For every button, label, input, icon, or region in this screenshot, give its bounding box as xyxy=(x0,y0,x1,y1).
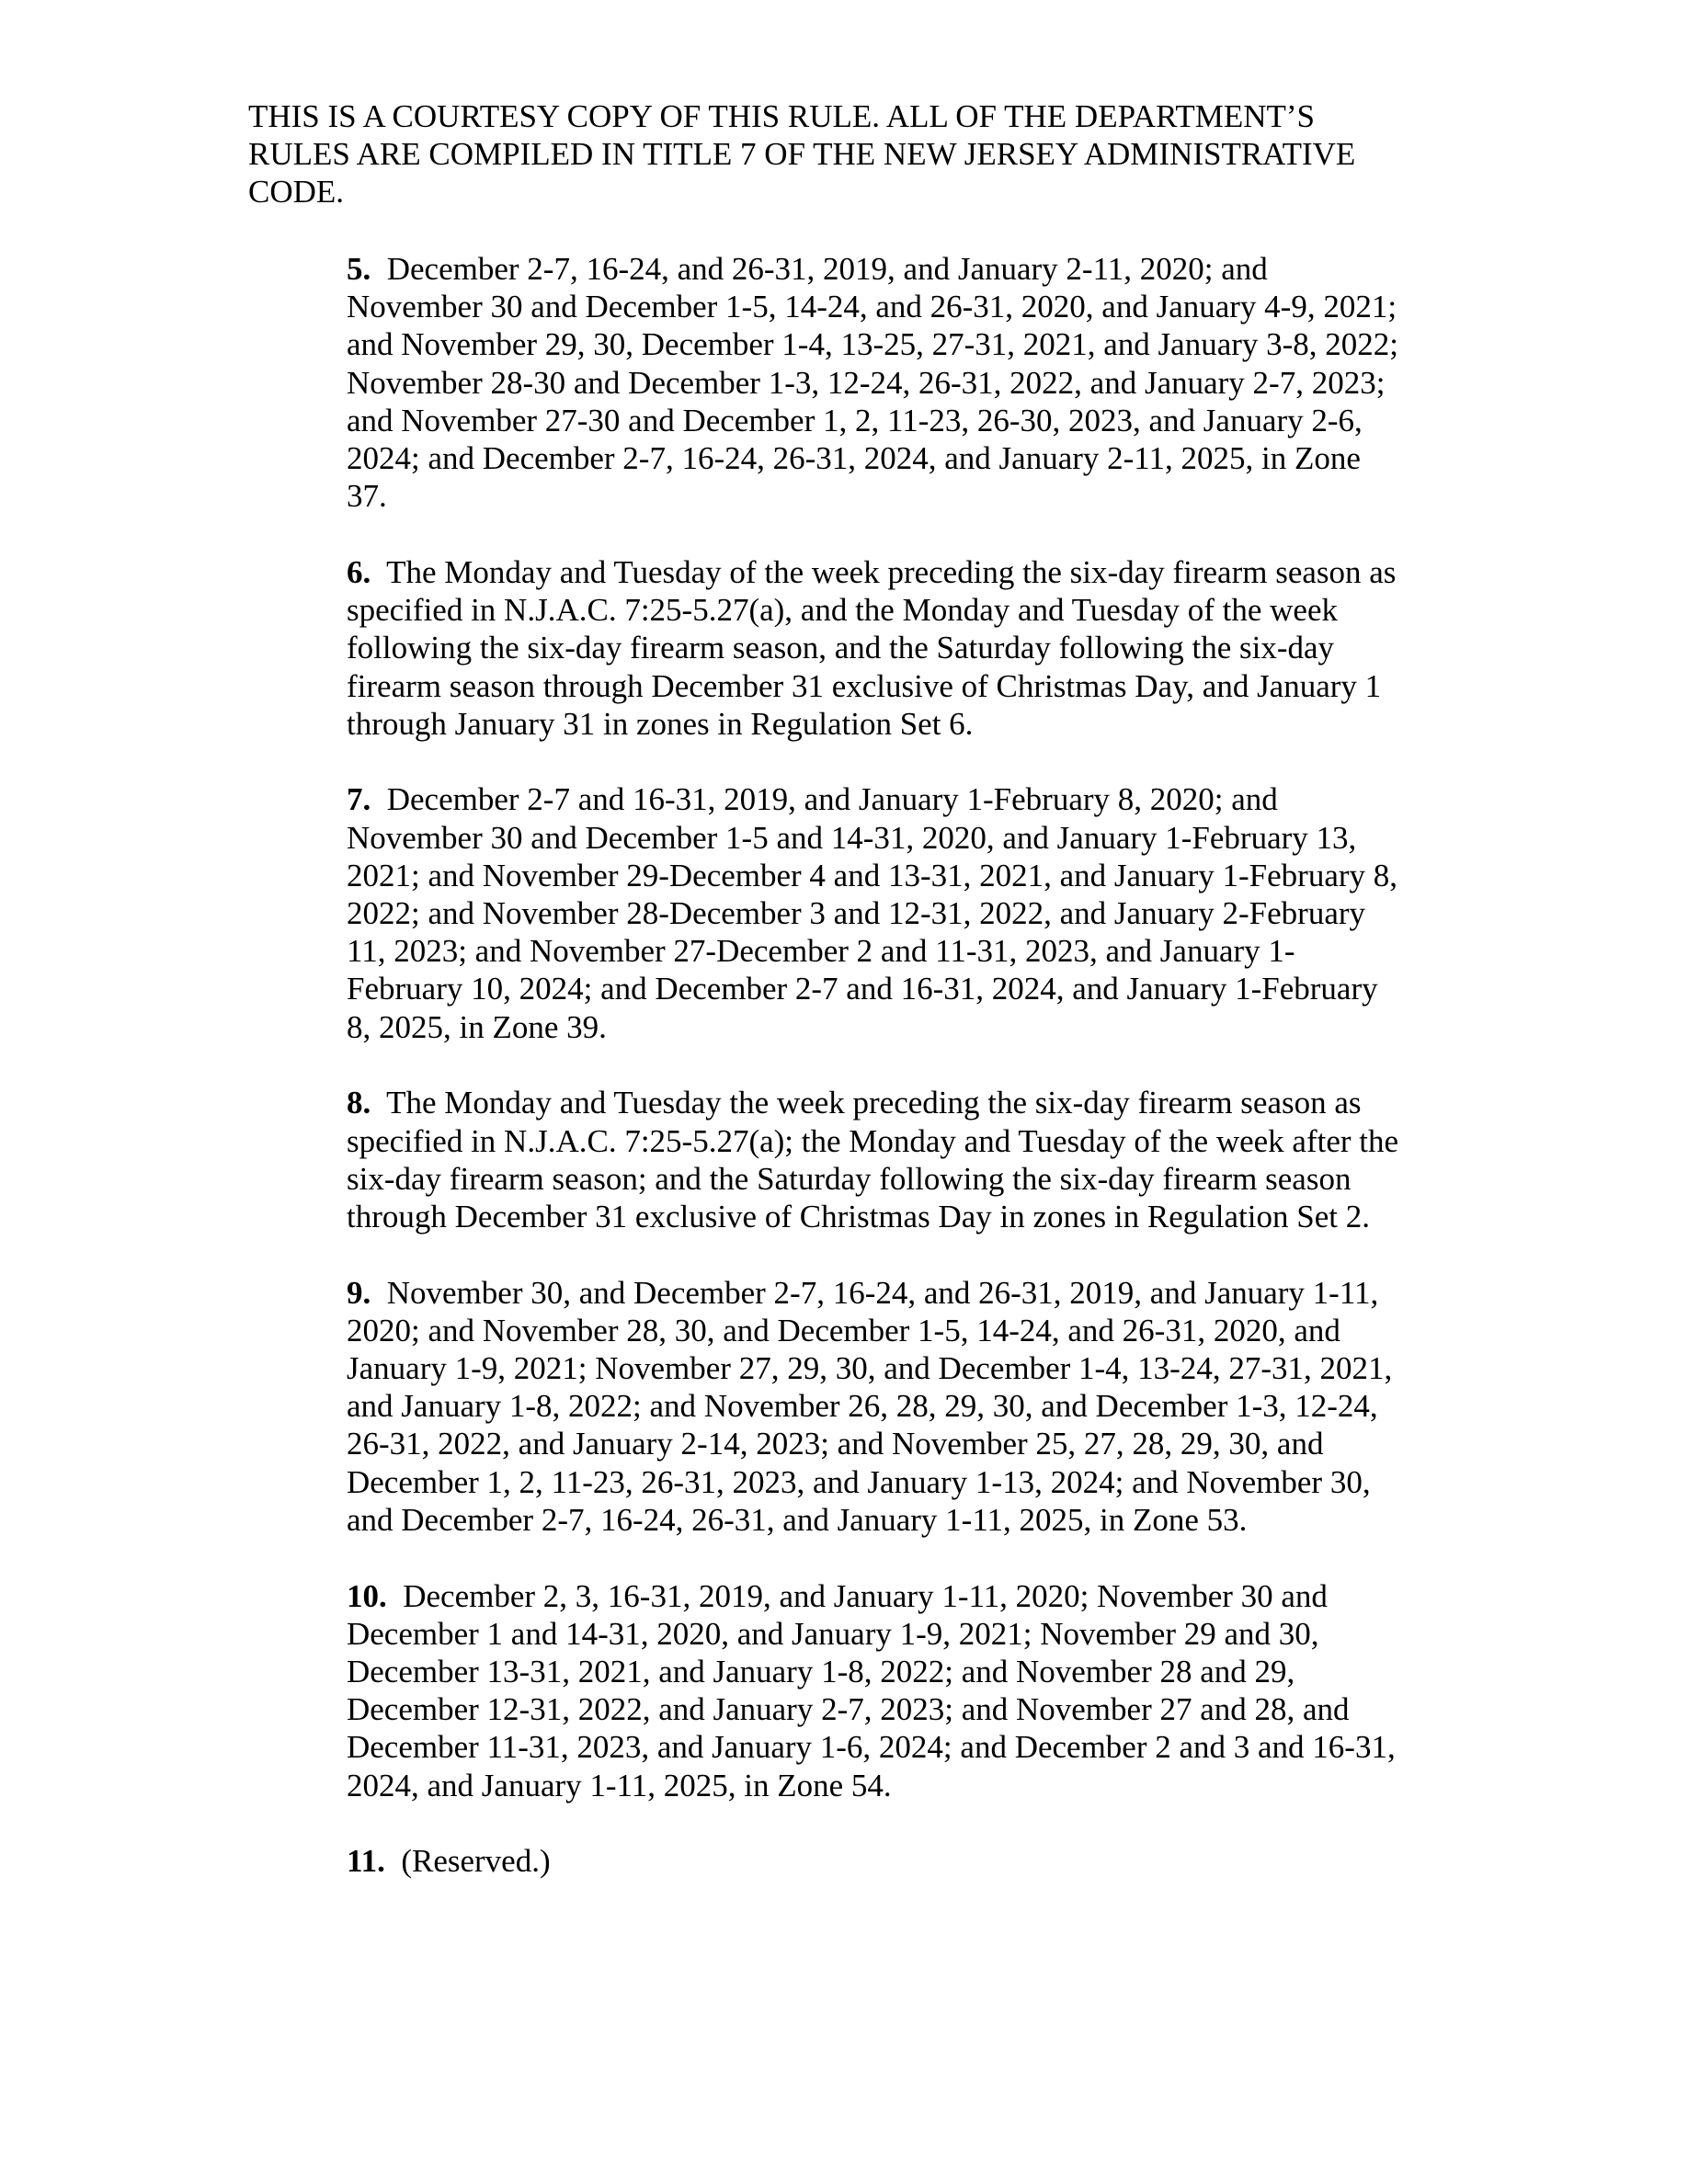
item-number: 9. xyxy=(347,1274,371,1311)
item-text: December 2-7 and 16-31, 2019, and January 1-February 8, 2020; and November 30 and December 1-5 and 14-31, 2020, and January 1-February 13, 2021; and November 29-December 4 and 13-31, 2021, and January 1-February 8, 2022; and November 28-December 3 and 12-31, 2022, and January 2-February 11, 2023; and November 27-December 2 and 11-31, 2023, and January 1- February 10, 2024; and December 2-7 and 16-31, 2024, and January 1-February 8, 2025, in Zone 39. xyxy=(347,781,1398,1045)
item-text: November 30, and December 2-7, 16-24, and 26-31, 2019, and January 1-11, 2020; and November 28, 30, and December 1-5, 14-24, and 26-31, 2020, and January 1-9, 2021; November 27, 29, 30, and December 1-4, 13-24, 27-31, 2021, and January 1-8, 2022; and November 26, 28, 29, 30, and December 1-3, 12-24, 26-31, 2022, and January 2-14, 2023; and November 25, 27, 28, 29, 30, and December 1, 2, 11-23, 26-31, 2023, and January 1-13, 2024; and November 30, and December 2-7, 16-24, 26-31, and January 1-11, 2025, in Zone 53. xyxy=(347,1274,1393,1538)
item-number: 10. xyxy=(347,1577,387,1614)
item-number: 11. xyxy=(347,1843,385,1880)
item-text: The Monday and Tuesday the week preceding the six-day firearm season as specified in N.J.A.C. 7:25-5.27(a); the Monday and Tuesday of the week after the six-day firearm season; and the Saturday following the six-day firearm season through December 31 exclusive of Christmas Day in zones in Regulation Set 2. xyxy=(347,1085,1399,1234)
courtesy-copy-notice: THIS IS A COURTESY COPY OF THIS RULE. ALL OF THE DEPARTMENT’S RULES ARE COMPILED IN TITLE 7 OF THE NEW JERSEY ADMINISTRATIVE CODE. xyxy=(248,98,1356,210)
list-item xyxy=(347,1577,1450,1804)
item-text: (Reserved.) xyxy=(401,1843,551,1880)
list-item xyxy=(347,1274,1450,1539)
item-number: 5. xyxy=(347,251,371,287)
item-text: December 2, 3, 16-31, 2019, and January 1-11, 2020; November 30 and December 1 and 14-31, 2020, and January 1-9, 2021; November 29 and 30, December 13-31, 2021, and January 1-8, 2022; and November 28 and 29, December 12-31, 2022, and January 2-7, 2023; and November 27 and 28, and December 11-31, 2023, and January 1-6, 2024; and December 2 and 3 and 16-31, 2024, and January 1-11, 2025, in Zone 54. xyxy=(347,1577,1396,1803)
item-text: The Monday and Tuesday of the week preceding the six-day firearm season as specified in N.J.A.C. 7:25-5.27(a), and the Monday and Tuesday of the week following the six-day firearm season, and the Saturday following the six-day firearm season through December 31 exclusive of Christmas Day, and January 1 through January 31 in zones in Regulation Set 6. xyxy=(347,553,1397,742)
list-item xyxy=(347,780,1450,1045)
list-item xyxy=(347,553,1450,743)
item-number: 7. xyxy=(347,781,371,818)
item-number: 8. xyxy=(347,1085,371,1121)
item-number: 6. xyxy=(347,553,371,590)
list-item xyxy=(347,1842,1450,1880)
season-dates-list xyxy=(347,250,1450,1918)
list-item xyxy=(347,250,1450,515)
item-text: December 2-7, 16-24, and 26-31, 2019, and January 2-11, 2020; and November 30 and December 1-5, 14-24, and 26-31, 2020, and January 4-9, 2021; and November 29, 30, December 1-4, 13-25, 27-31, 2021, and January 3-8, 2022; November 28-30 and December 1-3, 12-24, 26-31, 2022, and January 2-7, 2023; and November 27-30 and December 1, 2, 11-23, 26-30, 2023, and January 2-6, 2024; and December 2-7, 16-24, 26-31, 2024, and January 2-11, 2025, in Zone 37. xyxy=(347,251,1399,515)
list-item xyxy=(347,1084,1450,1235)
